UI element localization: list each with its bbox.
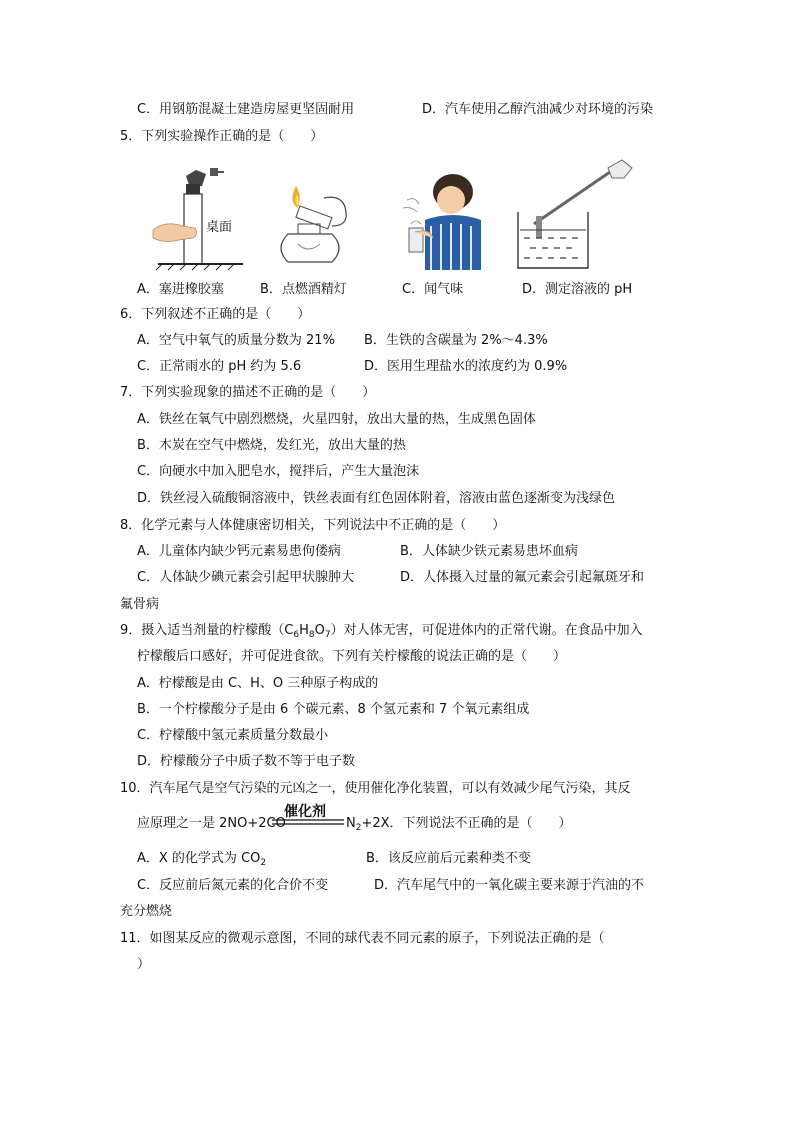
q9-stem-part-b: ）对人体无害，可促进体内的正常代谢。在食品中加入 <box>330 623 643 638</box>
q9-formula-o: O <box>314 623 325 638</box>
q10-product-sub-2: 2 <box>355 823 362 833</box>
q5-figure-a-label: 桌面 <box>206 220 233 235</box>
q10-option-a-sub: 2 <box>260 858 267 868</box>
q5-stem: 5．下列实验操作正确的是（ ） <box>120 129 324 144</box>
q9-option-b: B．一个柠檬酸分子是由 6 个碳元素、8 个氢元素和 7 个氧元素组成 <box>137 702 530 717</box>
q10-option-a <box>137 850 266 872</box>
q6-option-d: D．医用生理盐水的浓度约为 0.9% <box>364 359 568 374</box>
q9-formula-sub-7: 7 <box>324 630 331 640</box>
q5-option-c: C．闻气味 <box>402 282 464 297</box>
q9-option-d: D．柠檬酸分子中质子数不等于电子数 <box>137 754 356 769</box>
q8-option-d: D．人体摄入过量的氟元素会引起氟斑牙和 <box>400 570 645 585</box>
q8-option-a: A．儿童体内缺少钙元素易患佝偻病 <box>137 544 341 559</box>
q9-stem-part-a: 9．摄入适当剂量的柠檬酸（C <box>120 623 294 638</box>
q5-option-d: D．测定溶液的 pH <box>522 282 633 297</box>
q10-stem-line1: 10．汽车尾气是空气污染的元凶之一，使用催化净化装置，可以有效减少尾气污染，其反 <box>120 781 631 796</box>
q5-option-a: A．塞进橡胶塞 <box>137 282 224 297</box>
q9-stem <box>120 622 643 644</box>
q6-stem: 6．下列叙述不正确的是（ ） <box>120 307 311 322</box>
q7-option-a: A．铁丝在氧气中剧烈燃烧，火星四射，放出大量的热，生成黑色固体 <box>137 412 536 427</box>
q10-stem-pre: 应原理之一是 2NO+2CO <box>137 816 286 831</box>
q4-option-c: C．用钢筋混凝土建造房屋更坚固耐用 <box>137 102 355 117</box>
q11-stem: 11．如图某反应的微观示意图，不同的球代表不同元素的原子，下列说法正确的是（ <box>120 931 605 946</box>
q10-option-c: C．反应前后氮元素的化合价不变 <box>137 878 329 893</box>
q8-option-b: B．人体缺少铁元素易患坏血病 <box>400 544 578 559</box>
q10-stem-post-text: +2X．下列说法不正确的是（ ） <box>361 816 572 831</box>
q10-option-a-text: A．X 的化学式为 CO <box>137 851 261 866</box>
q10-option-b: B．该反应前后元素种类不变 <box>366 851 531 866</box>
q5-figure-d-ph-test <box>510 158 640 273</box>
q7-option-d: D．铁丝浸入硫酸铜溶液中，铁丝表面有红色固体附着，溶液由蓝色逐渐变为浅绿色 <box>137 491 616 506</box>
q10-product-n: N <box>346 816 356 831</box>
q5-figure-c-smelling <box>395 170 485 270</box>
q10-stem-post <box>346 815 572 837</box>
q10-reaction-equals-sign <box>272 818 344 826</box>
q7-option-c: C．向硬水中加入肥皂水，搅拌后，产生大量泡沫 <box>137 464 420 479</box>
q9-formula-sub-6: 6 <box>293 630 300 640</box>
q5-figure-a-stopper <box>148 158 248 273</box>
q9-option-c: C．柠檬酸中氢元素质量分数最小 <box>137 728 329 743</box>
q8-option-d-continued: 氟骨病 <box>120 597 160 612</box>
q9-option-a: A．柠檬酸是由 C、H、O 三种原子构成的 <box>137 676 379 691</box>
q9-stem-line2: 柠檬酸后口感好，并可促进食欲。下列有关柠檬酸的说法正确的是（ ） <box>137 649 567 664</box>
q7-stem: 7．下列实验现象的描述不正确的是（ ） <box>120 385 376 400</box>
q10-option-d-continued: 充分燃烧 <box>120 904 173 919</box>
q4-option-d: D．汽车使用乙醇汽油减少对环境的污染 <box>422 102 654 117</box>
q6-option-a: A．空气中氧气的质量分数为 21% <box>137 333 335 348</box>
q6-option-c: C．正常雨水的 pH 约为 5.6 <box>137 359 302 374</box>
q9-formula-sub-8: 8 <box>308 630 315 640</box>
q7-option-b: B．木炭在空气中燃烧，发红光，放出大量的热 <box>137 438 406 453</box>
q5-figure-b-alcohol-lamp <box>268 178 358 270</box>
q6-option-b: B．生铁的含碳量为 2%～4.3% <box>364 333 548 348</box>
q5-option-b: B．点燃酒精灯 <box>260 282 347 297</box>
q9-formula-h: H <box>299 623 309 638</box>
q10-catalyst-label: 催化剂 <box>284 804 326 820</box>
q10-option-d: D．汽车尾气中的一氧化碳主要来源于汽油的不 <box>374 878 645 893</box>
q8-stem: 8．化学元素与人体健康密切相关，下列说法中不正确的是（ ） <box>120 518 506 533</box>
q8-option-c: C．人体缺少碘元素会引起甲状腺肿大 <box>137 570 355 585</box>
q11-stem-continued: ） <box>137 957 151 972</box>
